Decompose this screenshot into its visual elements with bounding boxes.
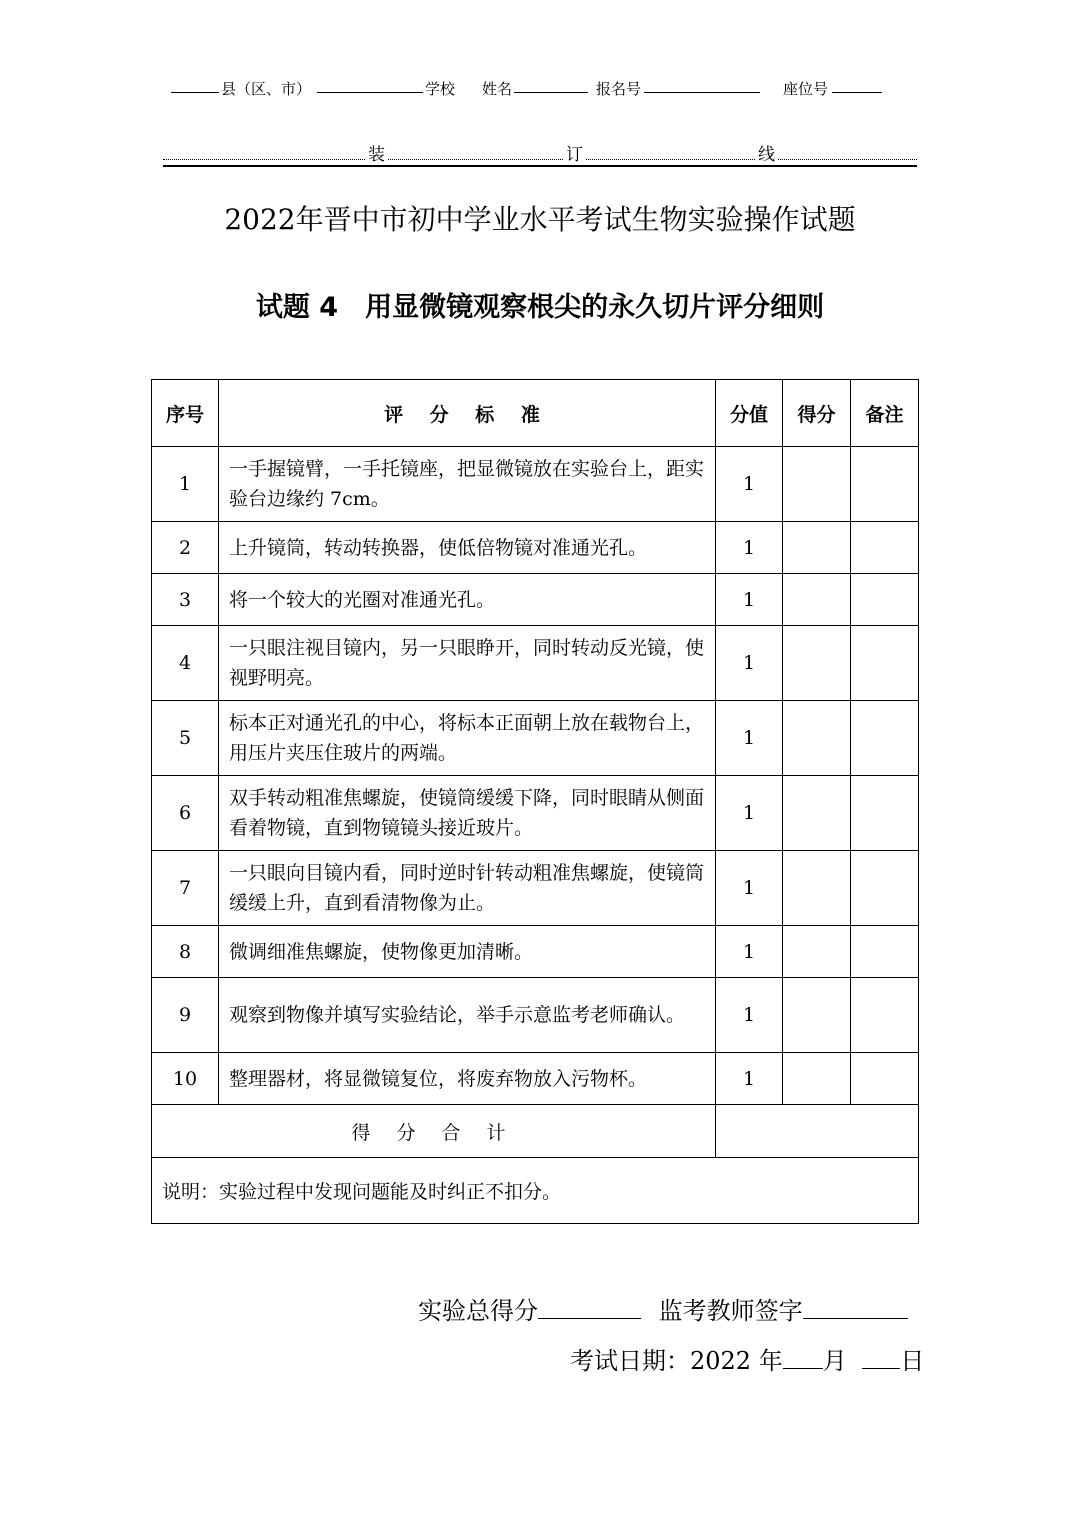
row-points: 1 bbox=[716, 978, 783, 1053]
row-score-cell[interactable] bbox=[783, 1053, 851, 1105]
row-criteria: 一只眼注视目镜内，另一只眼睁开，同时转动反光镜，使视野明亮。 bbox=[219, 626, 716, 701]
invigilator-label: 监考教师签字 bbox=[658, 1297, 803, 1325]
row-criteria: 微调细准焦螺旋，使物像更加清晰。 bbox=[219, 926, 716, 978]
header-score: 得分 bbox=[783, 380, 851, 447]
dotted-line bbox=[163, 159, 917, 160]
header-remarks: 备注 bbox=[851, 380, 919, 447]
total-score-blank[interactable] bbox=[538, 1296, 641, 1319]
name-blank[interactable] bbox=[514, 78, 588, 97]
row-score-cell[interactable] bbox=[783, 626, 851, 701]
row-score-cell[interactable] bbox=[783, 574, 851, 626]
table-row bbox=[152, 926, 919, 978]
row-no: 8 bbox=[152, 926, 219, 978]
row-no: 10 bbox=[152, 1053, 219, 1105]
row-criteria: 双手转动粗准焦螺旋，使镜筒缓缓下降，同时眼睛从侧面看着物镜，直到物镜镜头接近玻片。 bbox=[219, 776, 716, 851]
header-criteria: 评 分 标 准 bbox=[219, 380, 716, 447]
total-label: 得 分 合 计 bbox=[152, 1105, 716, 1158]
row-remarks-cell[interactable] bbox=[851, 851, 919, 926]
county-blank[interactable] bbox=[171, 78, 219, 97]
row-points: 1 bbox=[716, 851, 783, 926]
row-no: 1 bbox=[152, 447, 219, 522]
row-points: 1 bbox=[716, 1053, 783, 1105]
county-label: 县（区、市） bbox=[221, 80, 312, 98]
row-points: 1 bbox=[716, 574, 783, 626]
name-label: 姓名 bbox=[482, 80, 513, 98]
row-points: 1 bbox=[716, 926, 783, 978]
footer-date-line bbox=[570, 1341, 924, 1376]
header-no: 序号 bbox=[152, 380, 219, 447]
candidate-info-line bbox=[0, 78, 1080, 102]
row-criteria: 标本正对通光孔的中心，将标本正面朝上放在载物台上，用压片夹压住玻片的两端。 bbox=[219, 701, 716, 776]
row-criteria: 上升镜筒，转动转换器，使低倍物镜对准通光孔。 bbox=[219, 522, 716, 574]
binding-char-3: 线 bbox=[756, 140, 777, 165]
row-no: 3 bbox=[152, 574, 219, 626]
row-criteria: 将一个较大的光圈对准通光孔。 bbox=[219, 574, 716, 626]
row-criteria: 一手握镜臂，一手托镜座，把显微镜放在实验台上，距实验台边缘约 7cm。 bbox=[219, 447, 716, 522]
row-no: 5 bbox=[152, 701, 219, 776]
page-title: 2022年晋中市初中学业水平考试生物实验操作试题 bbox=[224, 203, 856, 236]
school-blank[interactable] bbox=[317, 78, 423, 97]
school-label: 学校 bbox=[425, 80, 456, 98]
row-points: 1 bbox=[716, 447, 783, 522]
table-row bbox=[152, 1053, 919, 1105]
day-blank[interactable] bbox=[862, 1346, 900, 1369]
footer-score-line bbox=[418, 1291, 908, 1326]
row-criteria: 整理器材，将显微镜复位，将废弃物放入污物杯。 bbox=[219, 1053, 716, 1105]
table-row bbox=[152, 851, 919, 926]
row-criteria: 一只眼向目镜内看，同时逆时针转动粗准焦螺旋，使镜筒缓缓上升，直到看清物像为止。 bbox=[219, 851, 716, 926]
row-points: 1 bbox=[716, 626, 783, 701]
binding-char-2: 订 bbox=[564, 140, 585, 165]
row-remarks-cell[interactable] bbox=[851, 1053, 919, 1105]
table-row bbox=[152, 447, 919, 522]
reg-no-blank[interactable] bbox=[644, 78, 760, 97]
total-row bbox=[152, 1105, 919, 1158]
row-points: 1 bbox=[716, 701, 783, 776]
table-row bbox=[152, 776, 919, 851]
month-label: 月 bbox=[822, 1347, 847, 1375]
row-no: 6 bbox=[152, 776, 219, 851]
row-points: 1 bbox=[716, 522, 783, 574]
header-points: 分值 bbox=[716, 380, 783, 447]
scoring-table bbox=[151, 379, 919, 1224]
row-score-cell[interactable] bbox=[783, 776, 851, 851]
invigilator-signature-blank[interactable] bbox=[803, 1296, 908, 1319]
row-remarks-cell[interactable] bbox=[851, 447, 919, 522]
row-remarks-cell[interactable] bbox=[851, 522, 919, 574]
row-no: 2 bbox=[152, 522, 219, 574]
page-subtitle: 试题 4 用显微镜观察根尖的永久切片评分细则 bbox=[255, 292, 825, 323]
row-score-cell[interactable] bbox=[783, 851, 851, 926]
row-score-cell[interactable] bbox=[783, 978, 851, 1053]
row-remarks-cell[interactable] bbox=[851, 574, 919, 626]
day-label: 日 bbox=[900, 1347, 925, 1375]
seat-label: 座位号 bbox=[783, 80, 829, 98]
row-remarks-cell[interactable] bbox=[851, 701, 919, 776]
table-row bbox=[152, 574, 919, 626]
row-remarks-cell[interactable] bbox=[851, 776, 919, 851]
table-row bbox=[152, 701, 919, 776]
row-no: 4 bbox=[152, 626, 219, 701]
month-blank[interactable] bbox=[783, 1346, 823, 1369]
date-label: 考试日期：2022 年 bbox=[570, 1347, 783, 1375]
row-remarks-cell[interactable] bbox=[851, 978, 919, 1053]
binding-char-1: 装 bbox=[366, 140, 387, 165]
table-header-row bbox=[152, 380, 919, 447]
row-no: 9 bbox=[152, 978, 219, 1053]
total-score-cell[interactable] bbox=[716, 1105, 919, 1158]
row-score-cell[interactable] bbox=[783, 522, 851, 574]
note-text: 说明：实验过程中发现问题能及时纠正不扣分。 bbox=[152, 1158, 919, 1224]
row-remarks-cell[interactable] bbox=[851, 626, 919, 701]
table-row bbox=[152, 522, 919, 574]
row-score-cell[interactable] bbox=[783, 701, 851, 776]
solid-line bbox=[163, 165, 917, 167]
row-no: 7 bbox=[152, 851, 219, 926]
note-row bbox=[152, 1158, 919, 1224]
table-row bbox=[152, 978, 919, 1053]
row-remarks-cell[interactable] bbox=[851, 926, 919, 978]
row-score-cell[interactable] bbox=[783, 447, 851, 522]
reg-no-label: 报名号 bbox=[596, 80, 642, 98]
total-score-label: 实验总得分 bbox=[418, 1297, 538, 1325]
row-criteria: 观察到物像并填写实验结论，举手示意监考老师确认。 bbox=[219, 978, 716, 1053]
row-points: 1 bbox=[716, 776, 783, 851]
binding-line bbox=[163, 138, 917, 168]
row-score-cell[interactable] bbox=[783, 926, 851, 978]
table-row bbox=[152, 626, 919, 701]
seat-blank[interactable] bbox=[832, 78, 882, 97]
